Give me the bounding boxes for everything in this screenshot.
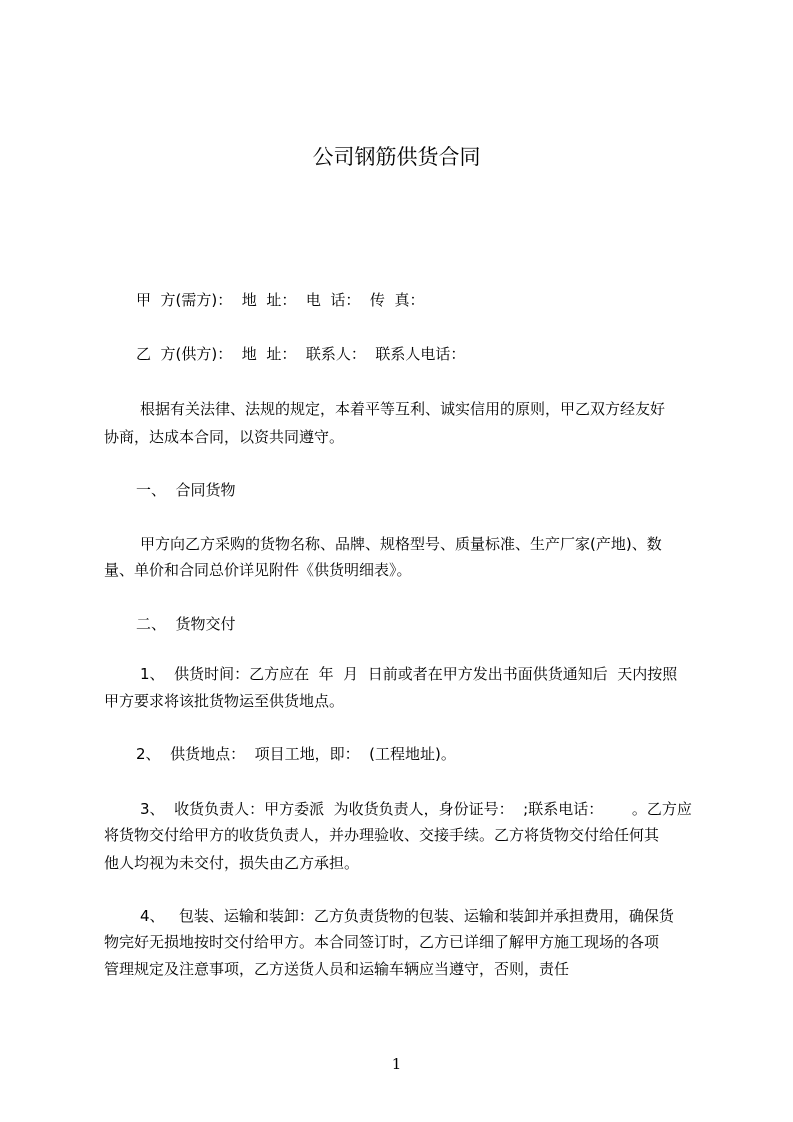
- party-a-line: 甲 方(需方)： 地 址： 电 话： 传 真：: [136, 291, 425, 309]
- section-2-item-2-line-1: 2、 供货地点： 项目工地，即： (工程地址)。: [136, 745, 456, 763]
- section-1-heading: 一、 合同货物: [136, 481, 236, 499]
- section-2-item-4-line-3: 管理规定及注意事项，乙方送货人员和运输车辆应当遵守，否则，责任: [104, 960, 570, 978]
- page-number: 1: [391, 1055, 402, 1073]
- section-2-item-3-line-1: 3、 收货负责人：甲方委派 为收货负责人，身份证号： ;联系电话： 。乙方应: [140, 800, 692, 818]
- section-1-line-1: 甲方向乙方采购的货物名称、品牌、规格型号、质量标准、生产厂家(产地)、数: [140, 535, 662, 553]
- section-2-heading: 二、 货物交付: [136, 615, 236, 633]
- section-2-item-3-line-2: 将货物交付给甲方的收货负责人，并办理验收、交接手续。乙方将货物交付给任何其: [104, 826, 660, 844]
- section-1-line-2: 量、单价和合同总价详见附件《供货明细表》。: [104, 561, 412, 579]
- intro-line-2: 协商，达成本合同，以资共同遵守。: [104, 428, 345, 446]
- section-2-item-1-line-2: 甲方要求将该批货物运至供货地点。: [104, 692, 345, 710]
- section-2-item-4-line-1: 4、 包装、运输和装卸：乙方负责货物的包装、运输和装卸并承担费用，确保货: [140, 907, 674, 925]
- section-2-item-4-line-2: 物完好无损地按时交付给甲方。本合同签订时，乙方已详细了解甲方施工现场的各项: [104, 933, 660, 951]
- intro-line-1: 根据有关法律、法规的规定，本着平等互利、诚实信用的原则，甲乙双方经友好: [140, 400, 666, 418]
- section-2-item-1-line-1: 1、 供货时间：乙方应在 年 月 日前或者在甲方发出书面供货通知后 天内按照: [140, 665, 678, 683]
- document-title: 公司钢筋供货合同: [312, 145, 481, 169]
- party-b-line: 乙 方(供方)： 地 址： 联系人： 联系人电话：: [136, 345, 466, 363]
- section-2-item-3-line-3: 他人均视为未交付，损失由乙方承担。: [104, 854, 360, 872]
